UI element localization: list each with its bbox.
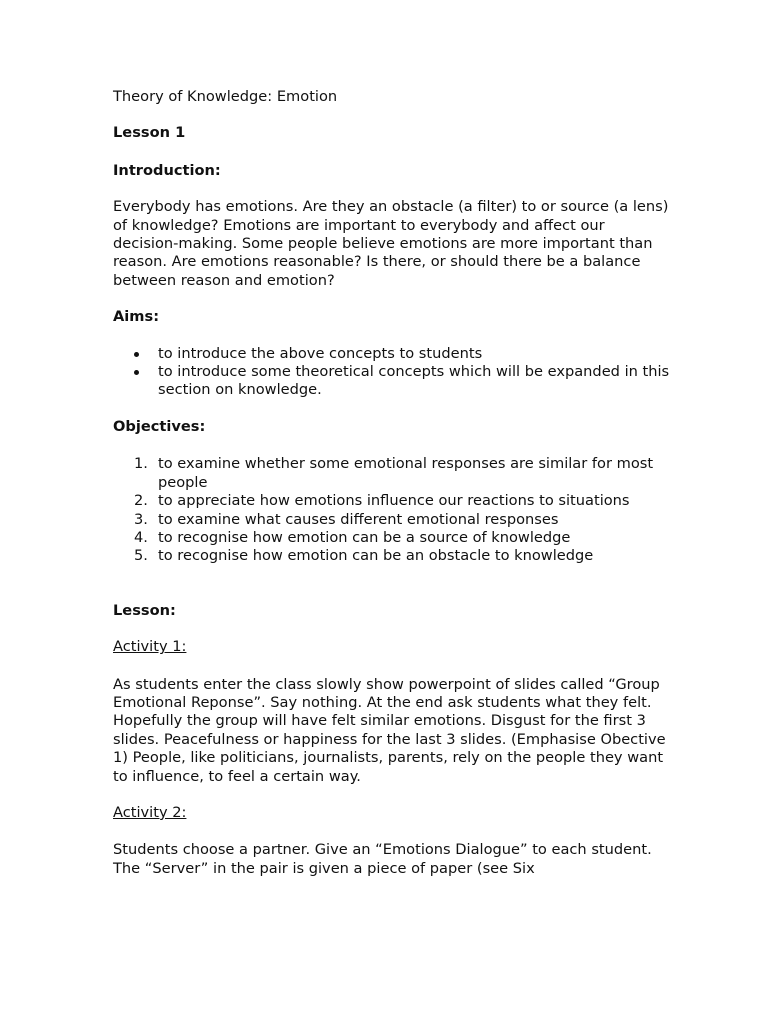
aims-list-item: to introduce some theoretical concepts which will be expanded in this section on knowledge. xyxy=(158,363,673,400)
objectives-heading: Objectives: xyxy=(113,417,206,435)
objectives-list-item xyxy=(134,492,673,510)
objective-number: 4. xyxy=(134,528,148,546)
objective-text: to recognise how emotion can be a source of knowledge xyxy=(158,528,571,546)
introduction-heading: Introduction: xyxy=(113,161,221,179)
objectives-list-item xyxy=(134,528,673,547)
aims-list-item: to introduce the above concepts to students xyxy=(158,345,673,363)
activity-2-text: Students choose a partner. Give an “Emotions Dialogue” to each student. The “Server” in the pair is given a piece of paper (see Six xyxy=(113,841,652,877)
objective-number: 2. xyxy=(134,492,148,510)
objectives-list-item xyxy=(134,455,673,492)
introduction-text: Everybody has emotions. Are they an obstacle (a filter) to or source (a lens) of knowledge? Emotions are important to everybody and affect our decision-making. Some people believe emotions are more important than reason. Are emotions reasonable? Is there, or should there be a balance between reason and emotion? xyxy=(113,198,669,289)
objective-text: to examine what causes different emotional responses xyxy=(158,510,559,528)
activity-1-text: As students enter the class slowly show powerpoint of slides called “Group Emotional Reponse”. Say nothing. At the end ask students what they felt. Hopefully the group will have felt similar emotions. Disgust for the first 3 slides. Peacefulness or happiness for the last 3 slides. (Emphasise Obective 1) People, like politicians, journalists, parents, rely on the people they want to influence, to feel a certain way. xyxy=(113,675,666,785)
objective-text: to recognise how emotion can be an obstacle to knowledge xyxy=(158,547,594,565)
aims-list xyxy=(113,345,673,400)
lesson-number-heading: Lesson 1 xyxy=(113,124,186,142)
document-page xyxy=(113,88,673,878)
objective-text: to appreciate how emotions influence our reactions to situations xyxy=(158,492,630,510)
objective-text: to examine whether some emotional responses are similar for most people xyxy=(158,455,654,491)
aims-heading: Aims: xyxy=(113,308,160,326)
objective-number: 3. xyxy=(134,510,148,528)
activity-1-heading: Activity 1: xyxy=(113,638,187,656)
objective-number: 1. xyxy=(134,455,148,473)
activity-2-heading: Activity 2: xyxy=(113,803,187,821)
document-title: Theory of Knowledge: Emotion xyxy=(113,88,338,105)
objectives-list xyxy=(113,455,673,565)
objectives-list-item xyxy=(134,547,673,565)
lesson-heading: Lesson: xyxy=(113,601,176,619)
objectives-list-item xyxy=(134,510,673,529)
objective-number: 5. xyxy=(134,547,148,565)
